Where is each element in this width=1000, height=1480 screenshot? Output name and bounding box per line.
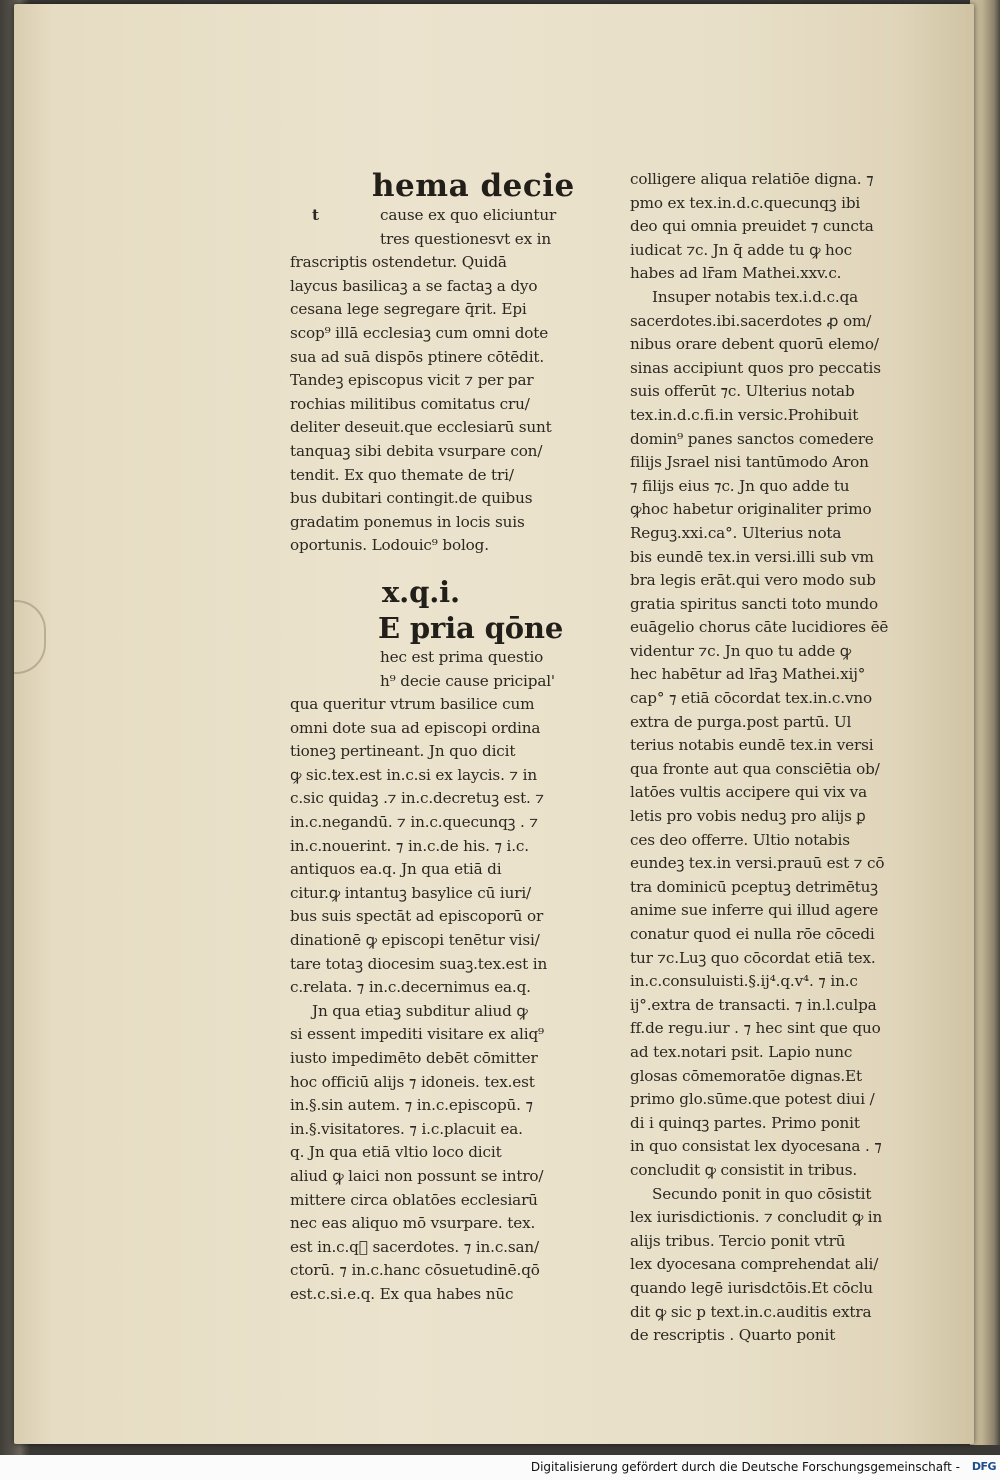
text-line: Reguꝫ.xxi.ca°. Ulterius nota xyxy=(630,523,842,542)
text-line-content: cause ex quo eliciuntur xyxy=(380,206,557,224)
section-label: x.q.i. xyxy=(382,574,460,609)
text-line: extra de purga.post partū. Ul xyxy=(630,712,852,731)
text-line: ⁊ filijs eius ⁊c. Jn quo adde tu xyxy=(630,476,850,495)
text-line: suis offerūt ⁊c. Ulterius notab xyxy=(630,382,855,401)
text-line: est in.c.q᷑ sacerdotes. ⁊ in.c.san/ xyxy=(290,1237,540,1256)
text-line: bra legis erāt.qui vero modo sub xyxy=(630,571,876,590)
text-line: euāgelio chorus cāte lucidiores ēē xyxy=(630,618,889,637)
text-line: antiquos ea.q. Jn qua etiā di xyxy=(290,860,502,879)
text-line: deliter deseuit.que ecclesiarū sunt xyxy=(290,418,552,437)
text-line: letis pro vobis neduꝫ pro alijs ꝑ xyxy=(630,807,866,826)
text-line: di i quinqꝫ partes. Primo ponit xyxy=(630,1113,860,1132)
text-line: omni dote sua ad episcopi ordina xyxy=(290,718,541,737)
text-line: Tandeꝫ episcopus vicit ⁊ per par xyxy=(290,371,534,390)
text-line: tare totaꝫ diocesim suaꝫ.tex.est in xyxy=(290,954,548,973)
text-line: anime sue inferre qui illud agere xyxy=(630,901,879,920)
text-line: tres questionesvt ex in xyxy=(380,229,552,248)
text-line: deo qui omnia preuidet ⁊ cuncta xyxy=(630,217,874,236)
text-line: h⁹ decie cause pricipal' xyxy=(380,671,555,690)
text-line: videntur ⁊c. Jn quo tu adde ꝙ xyxy=(630,641,852,660)
text-line: est.c.si.e.q. Ex qua habes nūc xyxy=(290,1284,514,1303)
text-line: concludit ꝙ consistit in tribus. xyxy=(630,1160,858,1179)
text-line: ctorū. ⁊ in.c.hanc cōsuetudinē.qō xyxy=(290,1261,540,1280)
text-line: qua queritur vtrum basilice cum xyxy=(290,695,535,714)
initial-letter: t xyxy=(312,206,319,224)
text-line: ces deo offerre. Ultio notabis xyxy=(630,830,850,849)
footer-credit: Digitalisierung gefördert durch die Deutsche Forschungsgemeinschaft - xyxy=(530,1460,960,1474)
text-line: tendit. Ex quo themate de tri/ xyxy=(290,465,514,484)
text-line: glosas cōmemoratōe dignas.Et xyxy=(630,1066,862,1085)
text-line: gradatim ponemus in locis suis xyxy=(290,512,525,531)
text-line: in quo consistat lex dyocesana . ⁊ xyxy=(630,1137,882,1156)
text-line: ff.de regu.iur . ⁊ hec sint que quo xyxy=(630,1019,881,1038)
text-line: cesana lege segregare q̄rit. Epi xyxy=(290,300,527,319)
text-line: in.c.consuluisti.§.ij⁴.q.v⁴. ⁊ in.c xyxy=(630,972,858,991)
text-line: habes ad lr̄am Mathei.xxv.c. xyxy=(630,264,842,283)
text-line: sinas accipiunt quos pro peccatis xyxy=(630,358,881,377)
text-line: dit ꝙ sic p text.in.c.auditis extra xyxy=(630,1302,872,1321)
text-line: ꝙhoc habetur originaliter primo xyxy=(630,500,872,519)
text-line: conatur quod ei nulla rōe cōcedi xyxy=(630,925,875,943)
text-line: hec habētur ad lr̄aꝫ Mathei.xij° xyxy=(630,665,866,684)
footer-bar xyxy=(0,1455,1000,1480)
dfg-logo-icon: DFG xyxy=(971,1460,996,1473)
text-line: nibus orare debent quorū elemo/ xyxy=(630,335,879,354)
chapter-heading: hema decie xyxy=(372,168,575,204)
text-line: filijs Jsrael nisi tantūmodo Aron xyxy=(630,453,869,472)
text-line: sacerdotes.ibi.sacerdotes ꝓ om/ xyxy=(630,311,872,330)
text-line: citur.ꝙ intantuꝫ basylice cū iuri/ xyxy=(290,883,532,902)
spacer xyxy=(290,558,575,574)
text-line: in.c.negandū. ⁊ in.c.quecunqꝫ . ⁊ xyxy=(290,813,538,832)
text-line: eundeꝫ tex.in versi.prauū est ⁊ cō xyxy=(630,854,885,873)
text-line: oportunis. Lodouic⁹ bolog. xyxy=(290,536,489,555)
text-line: hec est prima questio xyxy=(380,647,544,666)
text-line: Jn qua etiaꝫ subditur aliud ꝙ xyxy=(312,1001,528,1020)
text-line: tanquaꝫ sibi debita vsurpare con/ xyxy=(290,441,543,460)
text-line: primo glo.sūme.que potest diui / xyxy=(630,1090,875,1109)
text-line: latōes vultis accipere qui vix va xyxy=(630,783,867,802)
text-line: in.c.nouerint. ⁊ in.c.de his. ⁊ i.c. xyxy=(290,836,529,855)
text-line: lex dyocesana comprehendat ali/ xyxy=(630,1255,879,1274)
text-line: quando legē iurisdctōis.Et cōclu xyxy=(630,1278,873,1297)
text-line: bis eundē tex.in versi.illi sub vm xyxy=(630,547,874,566)
text-line: terius notabis eundē tex.in versi xyxy=(630,736,874,755)
text-line: tur ⁊c.Luꝫ quo cōcordat etiā tex. xyxy=(630,948,876,967)
text-line: ꝙ sic.tex.est in.c.si ex laycis. ⁊ in xyxy=(290,765,537,784)
text-line: in.§.sin autem. ⁊ in.c.episcopū. ⁊ xyxy=(290,1096,533,1115)
text-line: alijs tribus. Tercio ponit vtrū xyxy=(630,1231,846,1250)
text-line: Secundo ponit in quo cōsistit xyxy=(652,1184,872,1203)
right-text-column xyxy=(630,168,912,1348)
text-line: scop⁹ illā ecclesiaꝫ cum omni dote xyxy=(290,323,549,342)
text-line: Insuper notabis tex.i.d.c.qa xyxy=(652,287,859,306)
text-line: cap° ⁊ etiā cōcordat tex.in.c.vno xyxy=(630,689,873,708)
text-line: dinationē ꝙ episcopi tenētur visi/ xyxy=(290,931,540,950)
text-line: lex iurisdictionis. ⁊ concludit ꝙ in xyxy=(630,1208,883,1227)
text-line: colligere aliqua relatiōe digna. ⁊ xyxy=(630,170,874,188)
text-line: tioneꝫ pertineant. Jn quo dicit xyxy=(290,742,516,761)
text-line: pmo ex tex.in.d.c.quecunqꝫ ibi xyxy=(630,193,861,212)
text-line xyxy=(290,204,575,228)
text-line: mittere circa oblatōes ecclesiarū xyxy=(290,1190,538,1209)
text-line: ij°.extra de transacti. ⁊ in.l.culpa xyxy=(630,995,877,1014)
text-line: hoc officiū alijs ⁊ idoneis. tex.est xyxy=(290,1072,535,1091)
page-edge xyxy=(970,0,1000,1445)
text-line: bus suis spectāt ad episcoporū or xyxy=(290,907,544,926)
text-line: iusto impedimēto debēt cōmitter xyxy=(290,1049,538,1067)
text-line: domin⁹ panes sanctos comedere xyxy=(630,429,874,448)
text-line: de rescriptis . Quarto ponit xyxy=(630,1326,836,1345)
text-line: ad tex.notari psit. Lapio nunc xyxy=(630,1042,853,1061)
text-line: qua fronte aut qua consciētia ob/ xyxy=(630,759,880,778)
text-line: bus dubitari contingit.de quibus xyxy=(290,489,533,508)
text-line: in.§.visitatores. ⁊ i.c.placuit ea. xyxy=(290,1119,523,1138)
text-line: c.sic quidaꝫ .⁊ in.c.decretuꝫ est. ⁊ xyxy=(290,789,544,808)
text-line: sua ad suā dispōs ptinere cōtēdit. xyxy=(290,347,545,366)
text-line: nec eas aliquo mō vsurpare. tex. xyxy=(290,1214,536,1233)
text-line: tra dominicū pceptuꝫ detrimētuꝫ xyxy=(630,877,878,896)
text-line: rochias militibus comitatus cru/ xyxy=(290,394,530,413)
text-line: gratia spiritus sancti toto mundo xyxy=(630,594,879,613)
text-line: laycus basilicaꝫ a se factaꝫ a dyo xyxy=(290,276,538,295)
section-heading: E pria qōne xyxy=(378,610,564,645)
text-line: q. Jn qua etiā vltio loco dicit xyxy=(290,1143,502,1162)
text-line: aliud ꝙ laici non possunt se intro/ xyxy=(290,1166,544,1185)
text-line: si essent impediti visitare ex aliq⁹ xyxy=(290,1025,544,1044)
text-line: c.relata. ⁊ in.c.decernimus ea.q. xyxy=(290,978,531,997)
left-text-column xyxy=(290,168,575,1307)
text-line: frascriptis ostendetur. Quidā xyxy=(290,253,507,272)
text-line: iudicat ⁊c. Jn q̄ adde tu ꝙ hoc xyxy=(630,240,852,259)
text-line: tex.in.d.c.fi.in versic.Prohibuit xyxy=(630,405,859,424)
